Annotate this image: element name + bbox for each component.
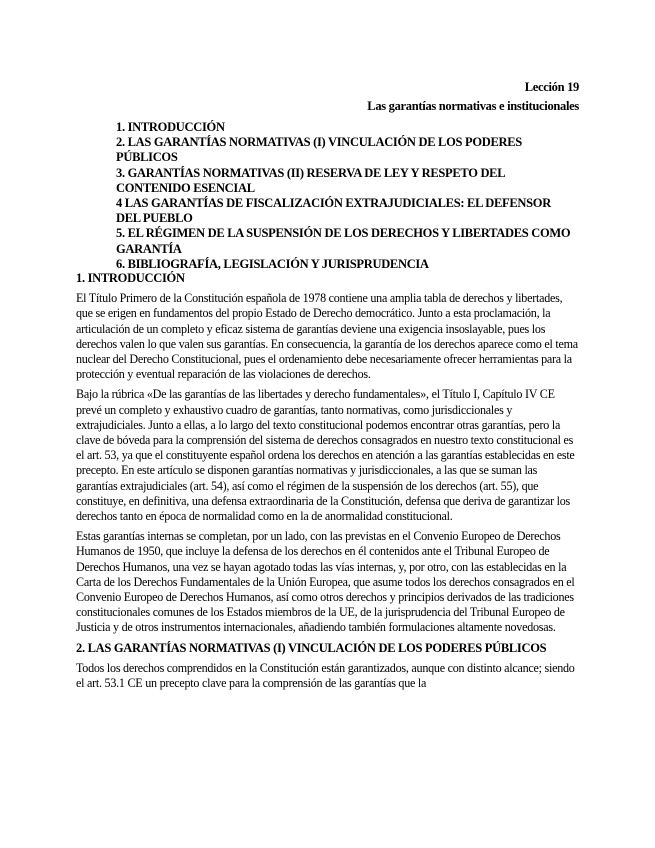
paragraph: Bajo la rúbrica «De las garantías de las libertades y derecho fundamentales», el Título I, Capítulo IV CE prevé un completo y exhaustivo cuadro de garantías, tanto normativas, como jurisdiccionales y extrajudiciales. Junto a ellas, a lo largo del texto constitucional podemos encontrar otras garantías, pero la clave de bóveda para la comprensión del sistema de derechos consagrados en nuestro texto constitucional es el art. 53, ya que el constituyente español ordena los derechos en atención a las garantías establecidas en este precepto. En este artículo se disponen garantías normativas y jurisdiccionales, a las que se suman las garantías extrajudiciales (art. 54), así como el régimen de la suspensión de los derechos (art. 55), que constituye, en definitiva, una defensa extraordinaria de la Constitución, defensa que deriva de garantizar los derechos tanto en época de normalidad como en la de anormalidad constitucional. (76, 387, 575, 524)
toc-item: 1. INTRODUCCIÓN (116, 120, 225, 134)
table-of-contents (116, 120, 576, 272)
section-heading: 2. LAS GARANTÍAS NORMATIVAS (I) VINCULACIÓN DE LOS PODERES PÚBLICOS (76, 640, 547, 655)
document-body (76, 271, 581, 696)
paragraph: Todos los derechos comprendidos en la Constitución están garantizados, aunque con distinto alcance; siendo el art. 53.1 CE un precepto clave para la comprensión de las garantías que la (76, 660, 575, 691)
lesson-number: Lección 19 (524, 80, 579, 94)
toc-item: 5. EL RÉGIMEN DE LA SUSPENSIÓN DE LOS DERECHOS Y LIBERTADES COMO GARANTÍA (116, 226, 571, 256)
toc-item: 6. BIBLIOGRAFÍA, LEGISLACIÓN Y JURISPRUDENCIA (116, 256, 429, 271)
toc-item: 4 LAS GARANTÍAS DE FISCALIZACIÓN EXTRAJUDICIALES: EL DEFENSOR DEL PUEBLO (116, 196, 551, 226)
toc-item: 3. GARANTÍAS NORMATIVAS (II) RESERVA DE LEY Y RESPETO DEL CONTENIDO ESENCIAL (116, 165, 505, 195)
paragraph: El Título Primero de la Constitución española de 1978 contiene una amplia tabla de derechos y libertades, que se erigen en fundamentos del propio Estado de Derecho democrático. Junto a esta proclamación, la articulación de un completo y eficaz sistema de garantías deviene una exigencia insoslayable, pues los derechos valen lo que valen sus garantías. En consecuencia, la garantía de los derechos aparece como el tema nuclear del Derecho Constitucional, pues el ordenamiento debe necesariamente ofrecer herramientas para la protección y eventual reparación de las violaciones de derechos. (76, 291, 578, 382)
section-heading: 1. INTRODUCCIÓN (76, 271, 185, 285)
lesson-title: Las garantías normativas e institucionales (367, 99, 579, 113)
paragraph: Estas garantías internas se completan, por un lado, con las previstas en el Convenio Europeo de Derechos Humanos de 1950, que incluye la defensa de los derechos en él contenidos ante el Tribunal Europeo de Derechos Humanos, una vez se hayan agotado todas las vías internas, y, por otro, con las establecidas en la Carta de los Derechos Fundamentales de la Unión Europea, que asume todos los derechos consagrados en el Convenio Europeo de Derechos Humanos, así como otros derechos y principios derivados de las tradiciones constitucionales comunes de los Estados miembros de la UE, de la jurisprudencia del Tribunal Europeo de Justicia y de otros instrumentos internacionales, añadiendo también formulaciones altamente novedosas. (76, 529, 575, 635)
toc-item: 2. LAS GARANTÍAS NORMATIVAS (I) VINCULACIÓN DE LOS PODERES PÚBLICOS (116, 135, 522, 165)
